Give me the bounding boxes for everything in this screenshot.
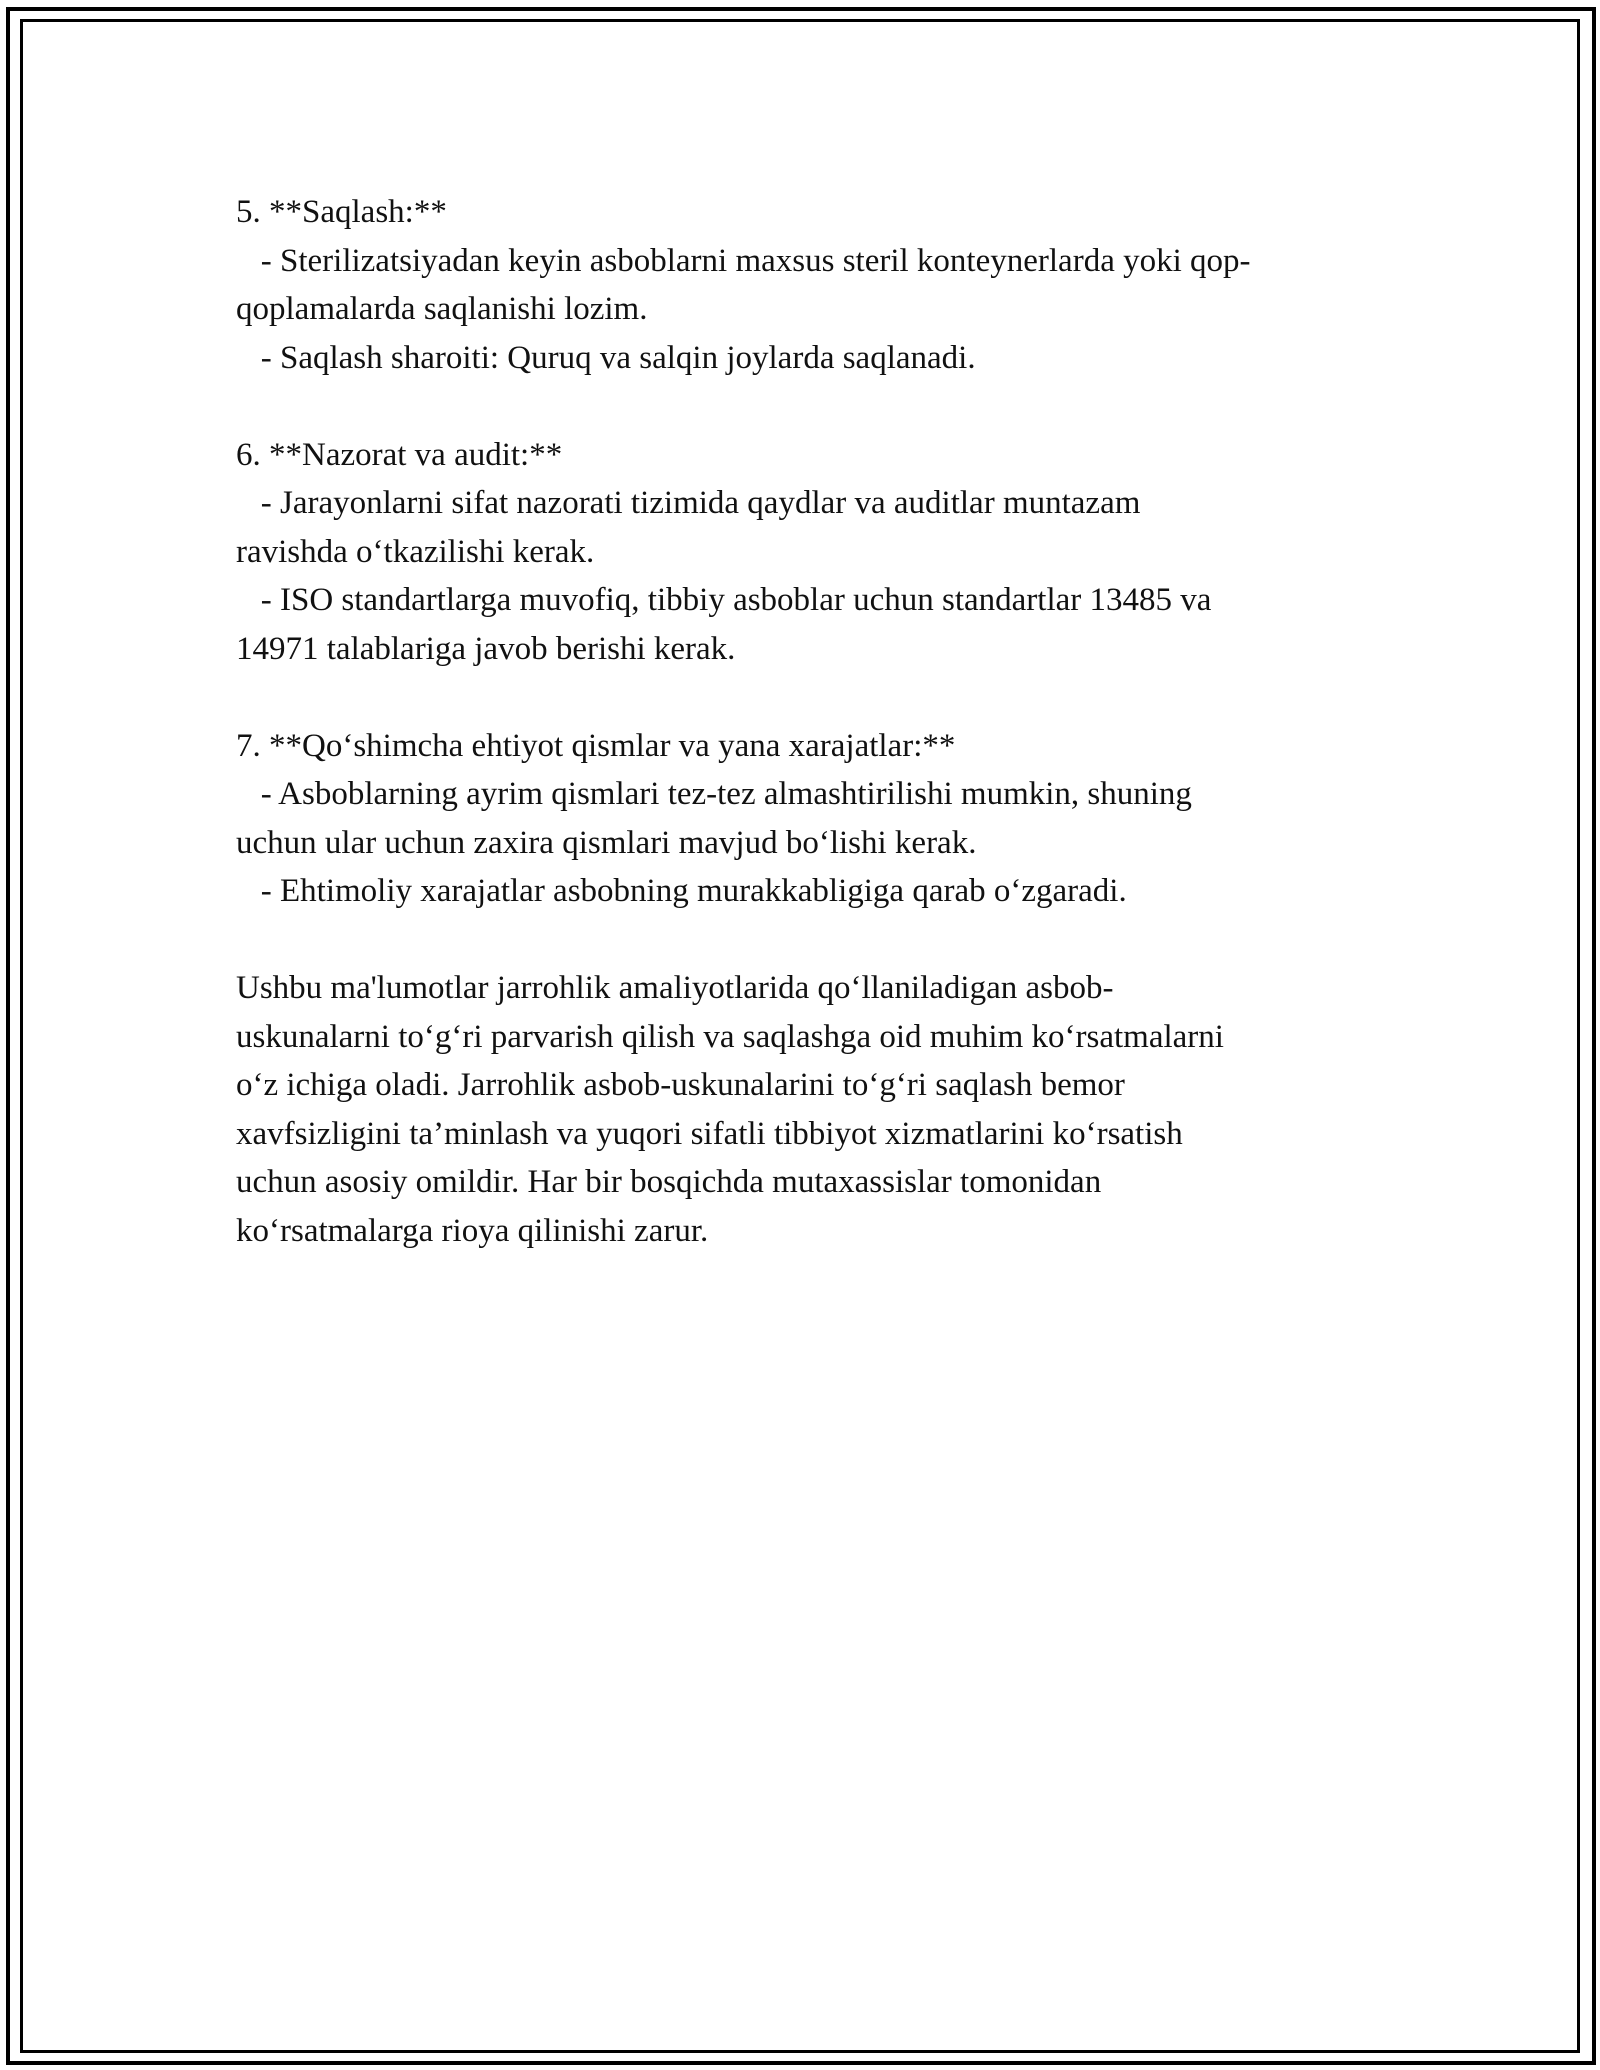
closing-line: ko‘rsatmalarga rioya qilinishi zarur. <box>236 1212 709 1249</box>
section-line: - Jarayonlarni sifat nazorati tizimida qaydlar va auditlar muntazam <box>236 485 1141 521</box>
section-line: - Ehtimoliy xarajatlar asbobning murakkabligiga qarab o‘zgaradi. <box>236 873 1127 909</box>
section-line: ravishda o‘tkazilishi kerak. <box>236 533 595 570</box>
section-line: 14971 talablariga javob berishi kerak. <box>236 630 736 667</box>
section-heading: 7. **Qo‘shimcha ehtiyot qismlar va yana xarajatlar:** <box>236 727 956 764</box>
closing-line: uskunalarni to‘g‘ri parvarish qilish va saqlashga oid muhim ko‘rsatmalarni <box>236 1018 1224 1055</box>
paragraph-gap <box>236 916 1366 965</box>
section-line: - Saqlash sharoiti: Quruq va salqin joylarda saqlanadi. <box>236 339 976 376</box>
closing-line: Ushbu ma'lumotlar jarrohlik amaliyotlarida qo‘llaniladigan asbob- <box>236 970 1114 1006</box>
section-line: - Sterilizatsiyadan keyin asboblarni maxsus steril konteynerlarda yoki qop- <box>236 242 1251 279</box>
section-line: qoplamalarda saqlanishi lozim. <box>236 291 648 327</box>
section-heading: 5. **Saqlash:** <box>236 194 447 230</box>
paragraph-gap <box>236 673 1366 722</box>
section-line: uchun ular uchun zaxira qismlari mavjud bo‘lishi kerak. <box>236 824 977 861</box>
closing-line: uchun asosiy omildir. Har bir bosqichda mutaxassislar tomonidan <box>236 1164 1102 1200</box>
closing-line: xavfsizligini ta’minlash va yuqori sifatli tibbiyot xizmatlarini ko‘rsatish <box>236 1115 1183 1152</box>
document-body <box>236 188 1366 1255</box>
section-line: - ISO standartlarga muvofiq, tibbiy asboblar uchun standartlar 13485 va <box>236 582 1212 618</box>
section-line: - Asboblarning ayrim qismlari tez-tez almashtirilishi mumkin, shuning <box>236 776 1192 812</box>
section-heading: 6. **Nazorat va audit:** <box>236 436 563 473</box>
paragraph-gap <box>236 382 1366 431</box>
closing-line: o‘z ichiga oladi. Jarrohlik asbob-uskunalarini to‘g‘ri saqlash bemor <box>236 1067 1125 1103</box>
